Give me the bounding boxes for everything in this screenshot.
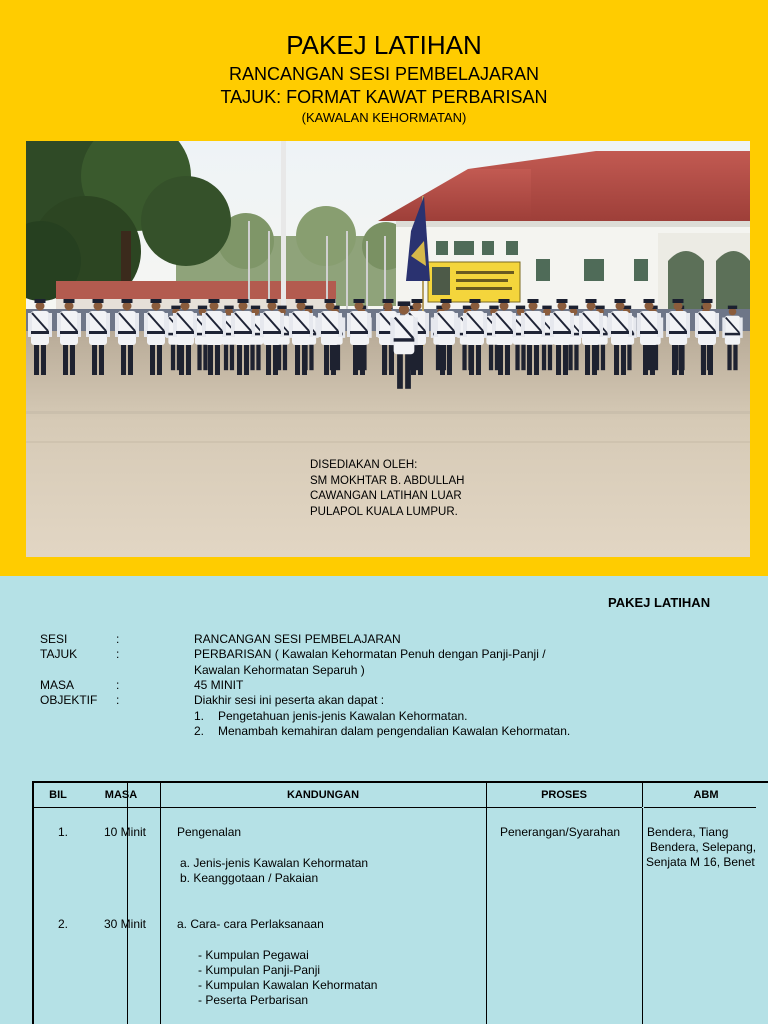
row2-item: - Kumpulan Pegawai [198, 948, 309, 962]
row1-bil: 1. [58, 825, 69, 839]
header-masa: MASA [104, 789, 138, 801]
masa-value: 45 MINIT [194, 678, 244, 692]
row2-item: - Kumpulan Kawalan Kehormatan [198, 978, 378, 992]
row1-abm-line2: Bendera, Selepang, [650, 840, 757, 854]
slide-header: PAKEJ LATIHAN [608, 595, 711, 610]
row1-abm-line3: Senjata M 16, Benet [646, 855, 755, 869]
row2-masa: 30 Minit [104, 917, 147, 931]
row1-proses: Penerangan/Syarahan [500, 825, 621, 839]
session-plan-slide [0, 576, 768, 1024]
header-divider-abm [644, 807, 756, 808]
row1-masa: 10 Minit [104, 825, 147, 839]
objective-number: 2. [194, 724, 205, 738]
row1-kandungan-a: a. Jenis-jenis Kawalan Kehormatan [180, 856, 369, 870]
colon: : [116, 693, 120, 707]
row2-item: - Peserta Perbarisan [198, 993, 309, 1007]
prepared-by-dept: CAWANGAN LATIHAN LUAR [310, 490, 462, 502]
colon: : [116, 678, 120, 692]
subtitle-guard: (KAWALAN KEHORMATAN) [301, 110, 467, 125]
objektif-label: OBJEKTIF [40, 693, 98, 707]
masa-label: MASA [40, 678, 75, 692]
tajuk-value-line1: PERBARISAN ( Kawalan Kehormatan Penuh dengan Panji-Panji / [194, 647, 546, 661]
sesi-label: SESI [40, 632, 68, 646]
header-abm: ABM [693, 789, 719, 801]
subtitle-topic: TAJUK: FORMAT KAWAT PERBARISAN [220, 87, 548, 107]
prepared-by-name: SM MOKHTAR B. ABDULLAH [310, 474, 465, 487]
objektif-value: Diakhir sesi ini peserta akan dapat : [194, 693, 385, 707]
header-bil: BIL [49, 789, 67, 801]
header-kandungan: KANDUNGAN [286, 789, 360, 801]
subtitle-session-plan: RANCANGAN SESI PEMBELAJARAN [228, 64, 540, 84]
prepared-by-block [310, 458, 464, 520]
header-proses: PROSES [541, 789, 587, 801]
row1-kandungan-b: b. Keanggotaan / Pakaian [180, 871, 319, 885]
row1-kandungan-title: Pengenalan [177, 825, 242, 839]
page-title: PAKEJ LATIHAN [286, 30, 482, 60]
colon: : [116, 647, 120, 661]
objective-text-2: Menambah kemahiran dalam pengendalian Kawalan Kehormatan. [218, 724, 571, 738]
row1-abm-line1: Bendera, Tiang [647, 825, 729, 839]
objective-text-1: Pengetahuan jenis-jenis Kawalan Kehormatan. [218, 709, 468, 723]
prepared-by-location: PULAPOL KUALA LUMPUR. [310, 505, 458, 518]
objective-text [194, 709, 468, 723]
tajuk-label: TAJUK [40, 647, 78, 661]
objective-text [194, 724, 570, 738]
row2-kandungan-title: a. Cara- cara Perlaksanaan [177, 917, 324, 931]
row2-item: - Kumpulan Panji-Panji [198, 963, 321, 977]
schedule-table [32, 781, 768, 1024]
column-divider [486, 783, 487, 1024]
objective-number: 1. [194, 709, 205, 723]
column-divider [160, 783, 161, 1024]
prepared-by-line: DISEDIAKAN OLEH: [310, 459, 418, 471]
column-divider [642, 783, 643, 1024]
tajuk-value-line2: Kawalan Kehormatan Separuh ) [194, 663, 365, 677]
column-divider [127, 783, 128, 1024]
sesi-value: RANCANGAN SESI PEMBELAJARAN [194, 632, 401, 646]
row2-bil: 2. [58, 917, 69, 931]
colon: : [116, 632, 120, 646]
